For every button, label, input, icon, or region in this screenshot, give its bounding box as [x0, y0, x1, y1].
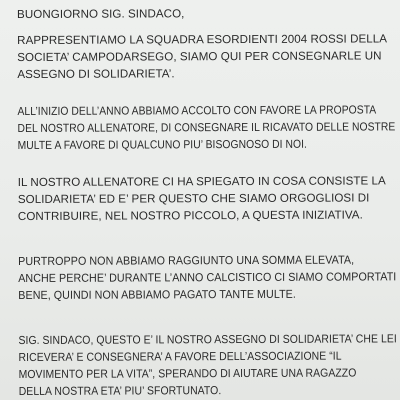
greeting-line: BUONGIORNO SIG. SINDACO, — [17, 7, 185, 21]
letter-greeting — [17, 5, 184, 23]
paragraph-introduction — [17, 30, 387, 83]
paragraph-line: BENE, QUINDI NON ABBIAMO PAGATO TANTE MULTE. — [18, 287, 296, 302]
paragraph-line: DEL NOSTRO ALLENATORE, DI CONSEGNARE IL RICAVATO DELLE NOSTRE — [17, 120, 396, 135]
paragraph-line: CONTRIBUIRE, NEL NOSTRO PICCOLO, A QUESTA INIZIATIVA. — [17, 208, 363, 223]
paragraph-amount — [18, 251, 400, 304]
paragraph-line: MULTE A FAVORE DI QUALCUNO PIU’ BISOGNOSO DI NOI. — [17, 137, 307, 152]
paragraph-line: DELLA NOSTRA ETA’ PIU’ SFORTUNATO. — [18, 384, 222, 398]
paragraph-line: SIG. SINDACO, QUESTO E’ IL NOSTRO ASSEGNO DI SOLIDARIETA’ CHE LEI — [18, 332, 397, 347]
letter-body — [17, 4, 397, 398]
paragraph-line: SOCIETA’ CAMPODARSEGO, SIAMO QUI PER CONSEGNARLE UN — [17, 49, 382, 64]
paragraph-line: SOLIDARIETA’ ED E’ PER QUESTO CHE SIAMO ORGOGLIOSI DI — [17, 191, 370, 206]
paragraph-solidarity — [18, 172, 386, 225]
paragraph-line: PURTROPPO NON ABBIAMO RAGGIUNTO UNA SOMMA ELEVATA, — [18, 253, 355, 268]
paragraph-line: RICEVERA’ E CONSEGNERA’ A FAVORE DELL’ASSOCIAZIONE “IL — [18, 349, 342, 364]
paragraph-line: ANCHE PERCHE’ DURANTE L’ANNO CALCISTICO CI SIAMO COMPORTATI — [18, 270, 397, 285]
paragraph-line: IL NOSTRO ALLENATORE CI HA SPIEGATO IN COSA CONSISTE LA — [17, 174, 386, 189]
paragraph-line: ALL’INIZIO DELL’ANNO ABBIAMO ACCOLTO CON FAVORE LA PROPOSTA — [17, 103, 377, 118]
paragraph-line: RAPPRESENTIAMO LA SQUADRA ESORDIENTI 2004 ROSSI DELLA — [17, 32, 388, 47]
paragraph-closing — [18, 330, 400, 400]
paragraph-line: MOVIMENTO PER LA VITA”, SPERANDO DI AIUTARE UNA RAGAZZO — [18, 366, 357, 381]
paragraph-line: ASSEGNO DI SOLIDARIETA’. — [17, 67, 175, 81]
paragraph-proposal — [17, 101, 400, 154]
